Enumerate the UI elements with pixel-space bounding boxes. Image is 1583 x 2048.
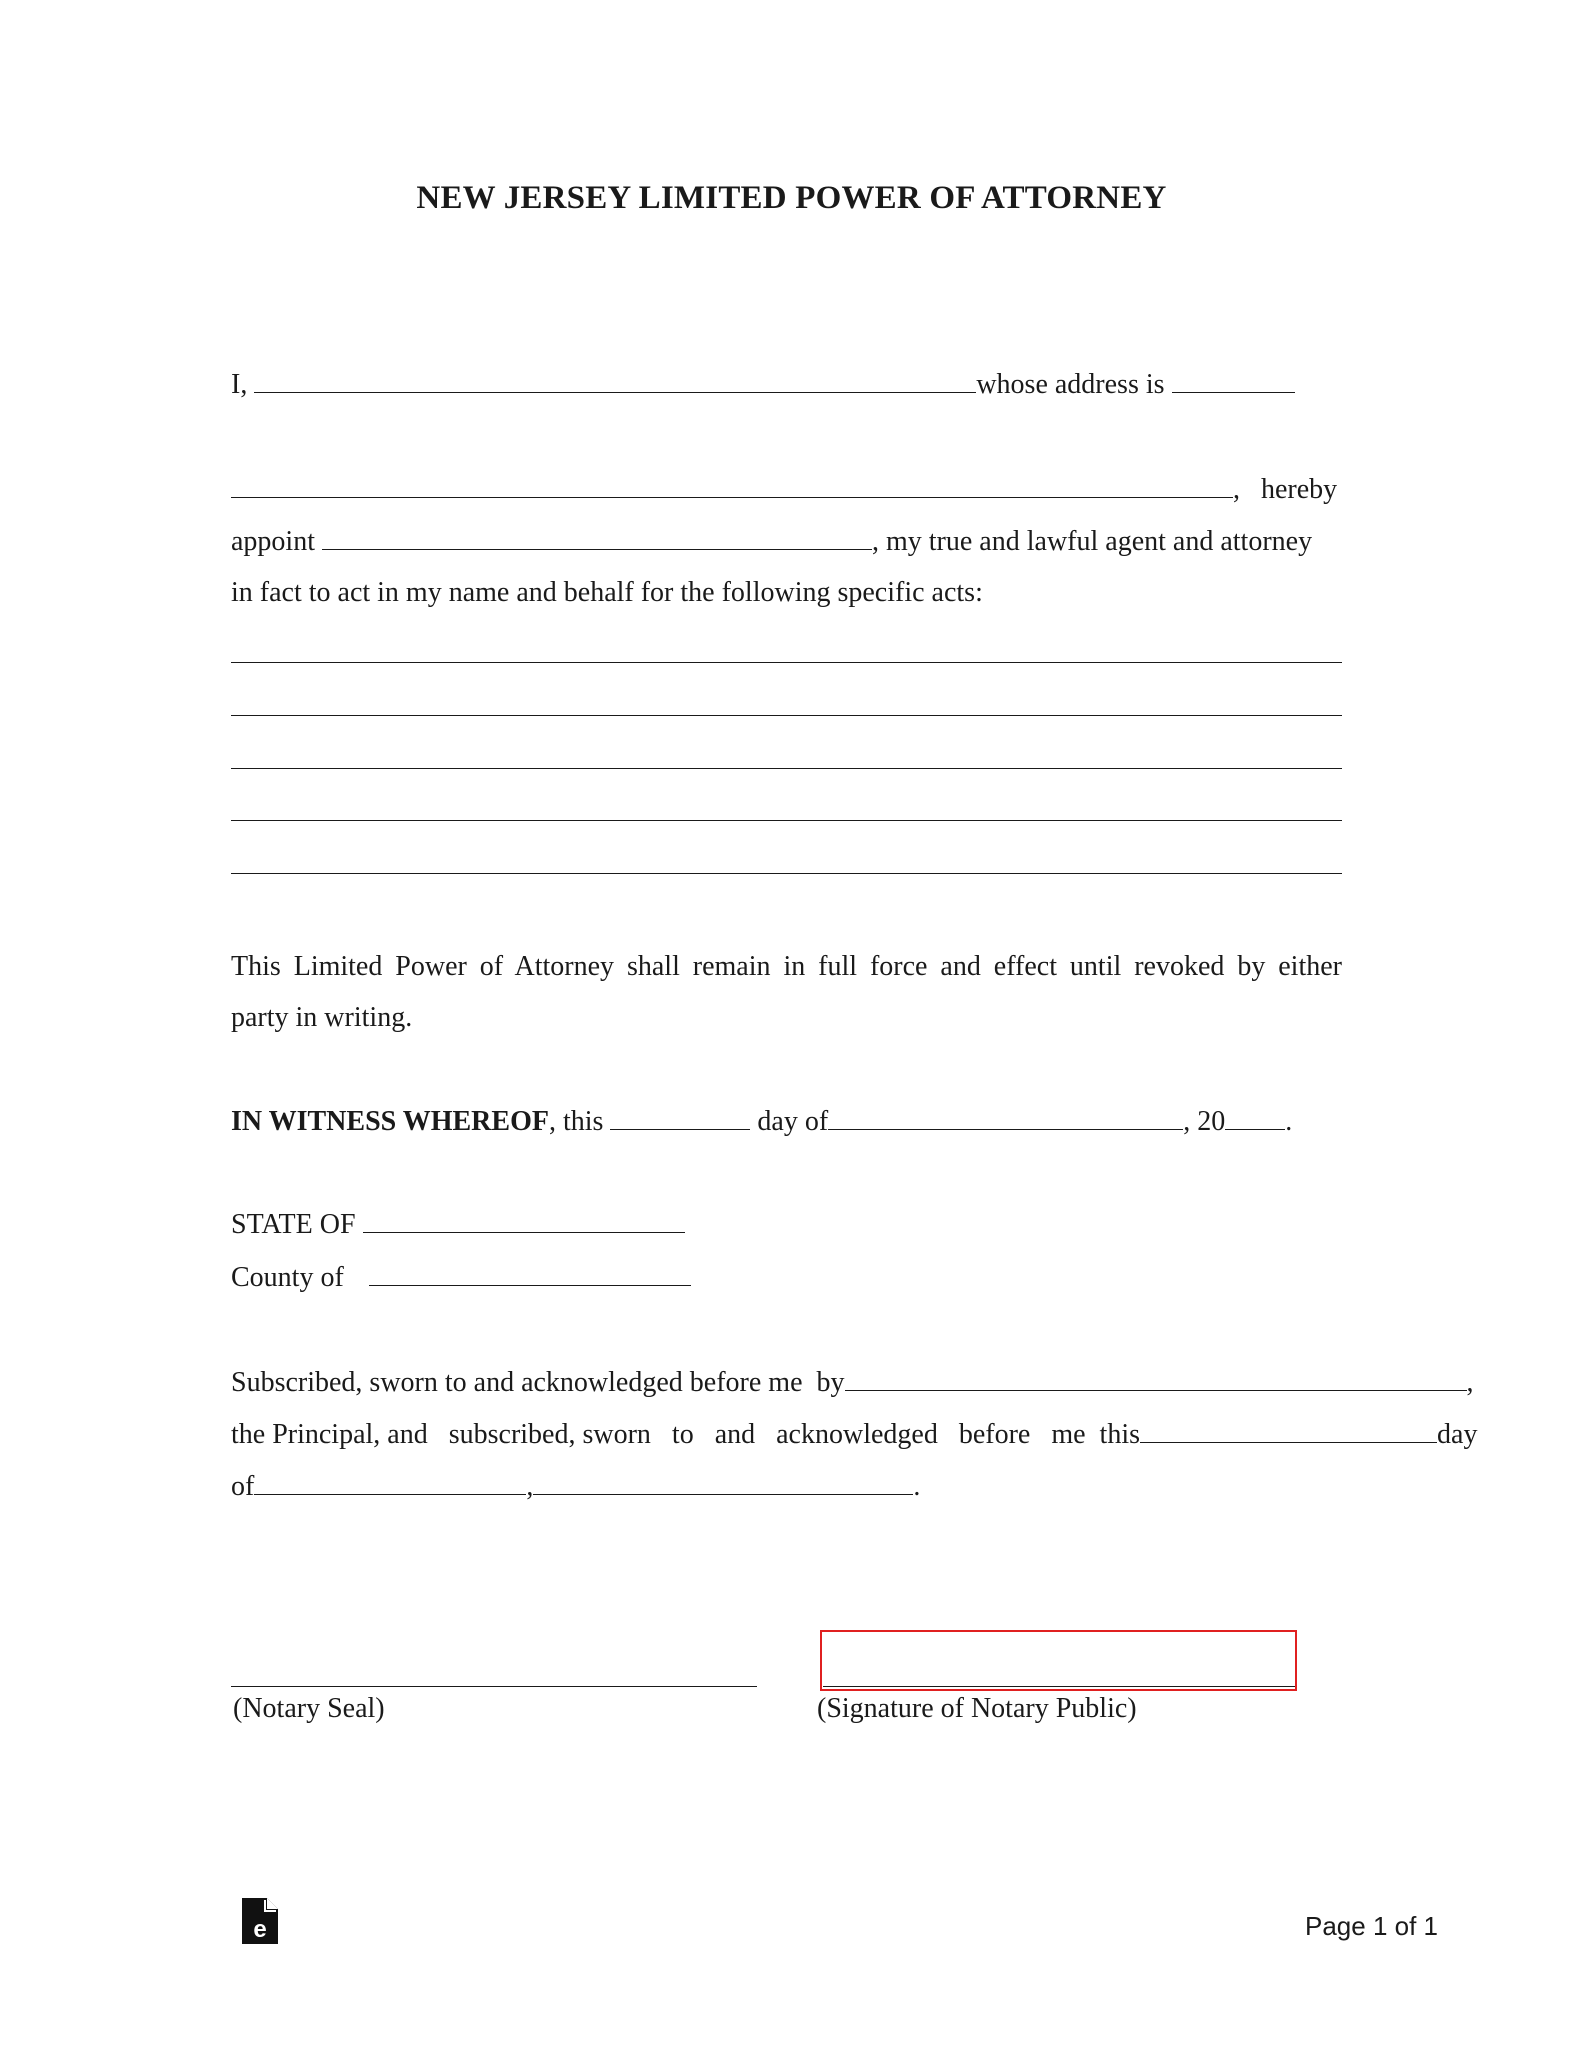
hereby-text: , hereby [1233, 474, 1338, 505]
notary-seal-line[interactable] [231, 1686, 757, 1687]
address-label: whose address is [976, 369, 1165, 400]
specific-act-line[interactable] [231, 662, 1342, 663]
witness-day-of: day of [757, 1106, 829, 1137]
acts-line: in fact to act in my name and behalf for the following specific acts: [231, 577, 983, 608]
specific-act-line[interactable] [231, 715, 1342, 716]
subscribed-text-1: Subscribed, sworn to and acknowledged before me by [231, 1367, 845, 1398]
specific-act-line[interactable] [231, 768, 1342, 769]
principal-line [231, 368, 1295, 402]
acknowledged-month-field[interactable] [254, 1472, 526, 1495]
duration-line-2: party in writing. [231, 1002, 413, 1033]
page-title: NEW JERSEY LIMITED POWER OF ATTORNEY [416, 180, 1167, 216]
agent-name-field[interactable] [322, 527, 872, 550]
principal-acknowledged-field[interactable] [845, 1368, 1467, 1391]
county-label: County of [231, 1262, 344, 1293]
specific-act-line[interactable] [231, 820, 1342, 821]
subscribed-text-2: the Principal, and subscribed, sworn to and acknowledged before me this [231, 1419, 1141, 1450]
appoint-text: appoint [231, 526, 315, 557]
signature-highlight-box[interactable] [820, 1630, 1297, 1691]
witness-heading: IN WITNESS WHEREOF [231, 1106, 549, 1137]
notary-seal-label: (Notary Seal) [233, 1693, 385, 1724]
subscribed-line2-end: day [1437, 1419, 1478, 1450]
subscribed-line-1 [231, 1366, 1474, 1400]
witness-this: , this [548, 1106, 604, 1137]
witness-day-field[interactable] [610, 1107, 750, 1130]
address-field[interactable] [1172, 370, 1295, 393]
witness-line [231, 1105, 1292, 1139]
notary-signature-label: (Signature of Notary Public) [817, 1693, 1137, 1724]
state-line [231, 1208, 685, 1242]
county-field[interactable] [369, 1263, 691, 1286]
state-label: STATE OF [231, 1209, 356, 1240]
witness-year-prefix: , 20 [1183, 1106, 1226, 1137]
eforms-logo-icon [240, 1898, 280, 1946]
witness-year-field[interactable] [1225, 1107, 1285, 1130]
county-line [231, 1261, 691, 1295]
acknowledged-day-field[interactable] [1140, 1420, 1437, 1443]
principal-prefix: I, [231, 369, 248, 400]
svg-text:e: e [253, 1916, 267, 1943]
address-continuation-field[interactable] [231, 475, 1233, 498]
subscribed-line1-end: , [1466, 1367, 1474, 1398]
page-number: Page 1 of 1 [1305, 1911, 1438, 1941]
state-field[interactable] [363, 1210, 685, 1233]
duration-line-1: This Limited Power of Attorney shall remain in full force and effect until revoked by either [231, 951, 1342, 982]
subscribed-line-2 [231, 1418, 1477, 1452]
principal-name-field[interactable] [254, 370, 976, 393]
agent-text: , my true and lawful agent and attorney [872, 526, 1313, 557]
subscribed-of: of [231, 1471, 255, 1502]
specific-act-line[interactable] [231, 873, 1342, 874]
subscribed-comma: , [526, 1471, 534, 1502]
subscribed-line-3 [231, 1470, 920, 1504]
subscribed-line3-end: . [913, 1471, 921, 1502]
appoint-line [231, 525, 1312, 559]
acknowledged-year-field[interactable] [533, 1472, 913, 1495]
address-continuation-line [231, 473, 1337, 507]
witness-end: . [1285, 1106, 1293, 1137]
witness-month-field[interactable] [828, 1107, 1183, 1130]
